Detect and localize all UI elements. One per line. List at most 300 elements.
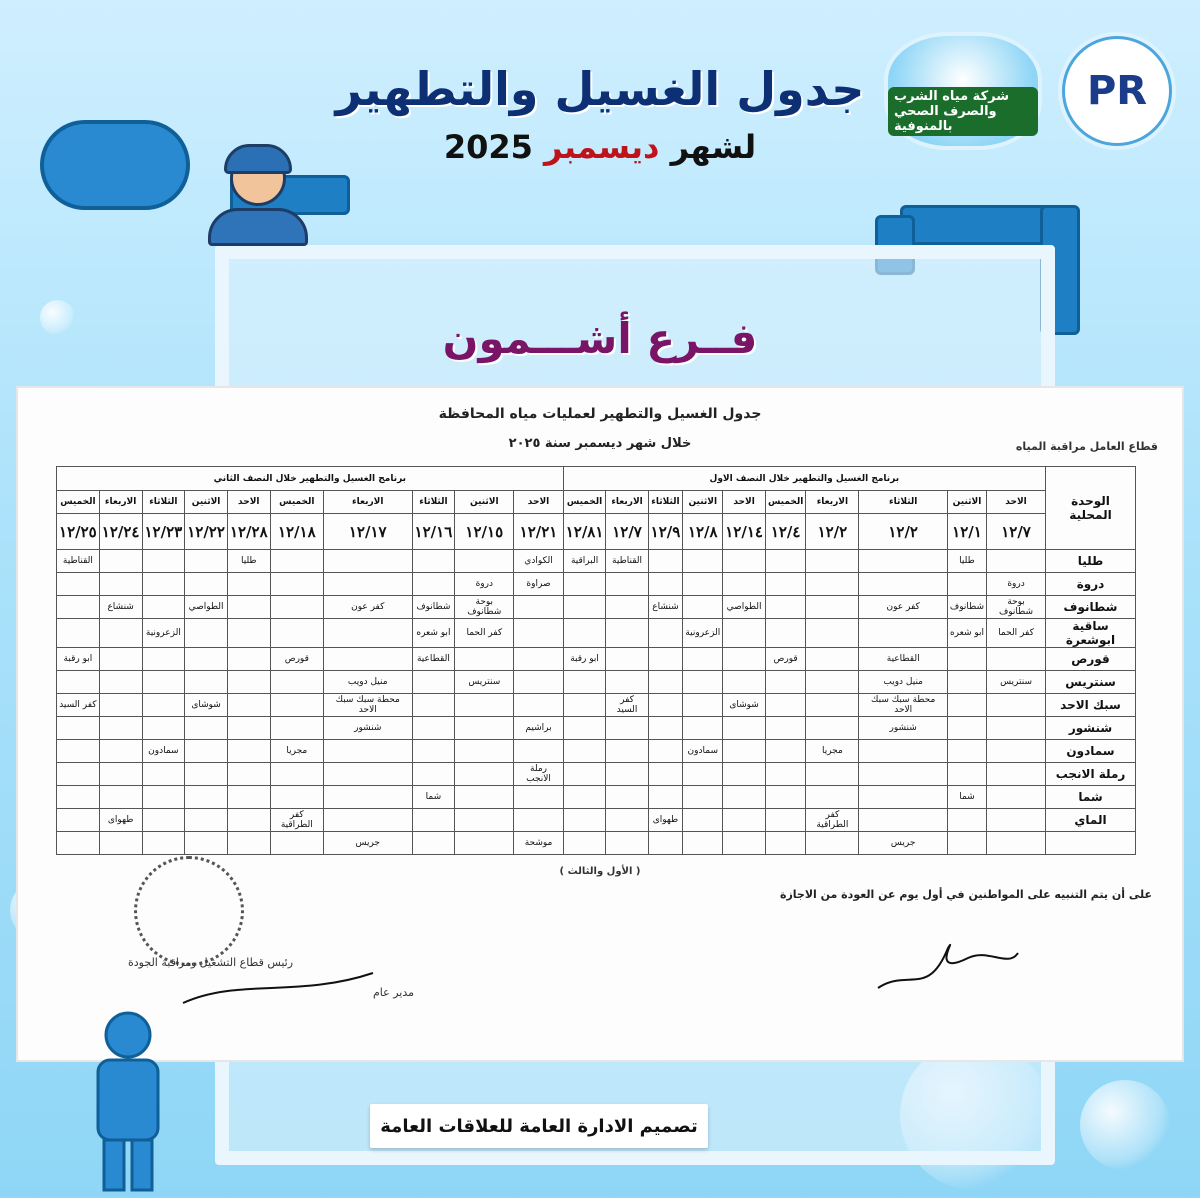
table-row xyxy=(57,717,1136,740)
schedule-cell xyxy=(765,573,805,596)
water-company-logo-text: شركة مياه الشرب والصرف الصحي بالمنوفية xyxy=(888,87,1038,136)
schedule-table xyxy=(56,466,1136,855)
schedule-cell xyxy=(859,573,947,596)
schedule-cell xyxy=(806,832,859,855)
schedule-cell xyxy=(765,550,805,573)
schedule-cell xyxy=(723,671,766,694)
schedule-cell: طهواى xyxy=(99,809,142,832)
schedule-cell xyxy=(185,740,228,763)
date-cell: ١٢/٢١ xyxy=(514,514,563,550)
schedule-cell xyxy=(765,596,805,619)
day-header: الخميس xyxy=(57,491,100,514)
unit-cell: شنشور xyxy=(1046,717,1136,740)
schedule-cell xyxy=(806,619,859,648)
schedule-cell xyxy=(185,619,228,648)
day-header: الاربعاء xyxy=(806,491,859,514)
schedule-cell: البراقية xyxy=(563,550,606,573)
table-row xyxy=(57,648,1136,671)
schedule-cell xyxy=(227,671,270,694)
date-cell: ١٢/٧ xyxy=(606,514,648,550)
schedule-cell xyxy=(606,619,648,648)
table-row xyxy=(57,694,1136,717)
schedule-cell xyxy=(323,786,412,809)
schedule-cell xyxy=(412,763,455,786)
schedule-cell xyxy=(859,786,947,809)
page-subtitle xyxy=(0,128,1200,166)
schedule-cell xyxy=(765,717,805,740)
schedule-cell xyxy=(57,619,100,648)
schedule-cell xyxy=(683,694,723,717)
table-row xyxy=(57,550,1136,573)
schedule-cell xyxy=(142,717,185,740)
schedule-cell: ابو رقبة xyxy=(57,648,100,671)
schedule-cell xyxy=(455,717,514,740)
schedule-cell xyxy=(412,809,455,832)
schedule-cell xyxy=(987,809,1046,832)
schedule-cell xyxy=(683,573,723,596)
table-row xyxy=(57,832,1136,855)
schedule-cell: كفر الحما xyxy=(987,619,1046,648)
schedule-cell: منيل دويب xyxy=(323,671,412,694)
schedule-cell: صراوة xyxy=(514,573,563,596)
schedule-cell xyxy=(57,740,100,763)
table-row xyxy=(57,619,1136,648)
schedule-cell xyxy=(270,596,323,619)
schedule-cell xyxy=(270,550,323,573)
schedule-cell xyxy=(683,648,723,671)
day-header: الاربعاء xyxy=(606,491,648,514)
schedule-cell xyxy=(806,550,859,573)
day-header: الخميس xyxy=(765,491,805,514)
schedule-cell xyxy=(765,763,805,786)
schedule-cell: طليا xyxy=(227,550,270,573)
schedule-cell xyxy=(227,694,270,717)
schedule-cell xyxy=(806,786,859,809)
schedule-cell xyxy=(859,550,947,573)
day-header: الاثنين xyxy=(947,491,986,514)
schedule-cell xyxy=(648,786,683,809)
schedule-cell xyxy=(270,717,323,740)
schedule-cell: جريس xyxy=(323,832,412,855)
schedule-cell xyxy=(227,596,270,619)
schedule-cell xyxy=(455,550,514,573)
schedule-cell xyxy=(99,786,142,809)
schedule-cell xyxy=(57,809,100,832)
table-row xyxy=(57,809,1136,832)
schedule-cell xyxy=(723,809,766,832)
half1-header: برنامج الغسيل والتطهير خلال النصف الاول xyxy=(563,467,1045,491)
schedule-cell xyxy=(142,832,185,855)
day-header: الثلاثاء xyxy=(142,491,185,514)
schedule-cell xyxy=(683,809,723,832)
schedule-cell xyxy=(227,648,270,671)
schedule-cell xyxy=(648,717,683,740)
document-note: قطاع العامل مراقبة المياه xyxy=(1015,440,1158,453)
schedule-cell: سمادون xyxy=(142,740,185,763)
schedule-cell: الطواصي xyxy=(723,596,766,619)
schedule-cell: محطة سبك سبك الاحد xyxy=(323,694,412,717)
schedule-cell: شنشاع xyxy=(99,596,142,619)
schedule-cell xyxy=(947,694,986,717)
schedule-cell xyxy=(563,832,606,855)
schedule-cell xyxy=(648,619,683,648)
schedule-cell: الطواصي xyxy=(185,596,228,619)
schedule-cell xyxy=(859,809,947,832)
schedule-cell: شطانوف xyxy=(947,596,986,619)
schedule-cell: دروة xyxy=(987,573,1046,596)
table-row xyxy=(57,596,1136,619)
official-stamp xyxy=(134,856,244,966)
handwritten-signature-right xyxy=(868,928,1028,1008)
day-header: الاحد xyxy=(227,491,270,514)
schedule-cell: كفر عون xyxy=(323,596,412,619)
schedule-cell xyxy=(142,694,185,717)
half2-header: برنامج الغسيل والتطهير خلال النصف الثاني xyxy=(57,467,564,491)
schedule-cell: شنشور xyxy=(859,717,947,740)
date-row xyxy=(57,514,1136,550)
schedule-cell: شطانوف xyxy=(412,596,455,619)
schedule-cell: موشحة xyxy=(514,832,563,855)
schedule-cell: القطاعية xyxy=(859,648,947,671)
schedule-cell xyxy=(765,832,805,855)
schedule-cell xyxy=(947,740,986,763)
unit-cell: سبك الاحد xyxy=(1046,694,1136,717)
schedule-cell: شما xyxy=(412,786,455,809)
day-header: الخميس xyxy=(563,491,606,514)
schedule-cell xyxy=(606,809,648,832)
schedule-cell xyxy=(723,573,766,596)
date-cell: ١٢/٢٨ xyxy=(227,514,270,550)
schedule-cell xyxy=(514,671,563,694)
schedule-cell xyxy=(185,671,228,694)
bubble xyxy=(1080,1080,1170,1170)
schedule-cell: رملة الانجب xyxy=(514,763,563,786)
schedule-cell xyxy=(412,550,455,573)
schedule-cell xyxy=(323,648,412,671)
schedule-cell xyxy=(412,832,455,855)
unit-cell xyxy=(1046,832,1136,855)
schedule-cell xyxy=(99,740,142,763)
date-cell: ١٢/٢ xyxy=(859,514,947,550)
schedule-cell xyxy=(563,619,606,648)
schedule-cell xyxy=(142,596,185,619)
schedule-cell xyxy=(606,786,648,809)
unit-cell: شطانوف xyxy=(1046,596,1136,619)
schedule-cell xyxy=(723,619,766,648)
schedule-cell xyxy=(455,648,514,671)
schedule-cell: كفر الحما xyxy=(455,619,514,648)
schedule-cell xyxy=(142,809,185,832)
day-header: الاحد xyxy=(987,491,1046,514)
schedule-cell xyxy=(57,832,100,855)
schedule-cell: سنتريس xyxy=(987,671,1046,694)
schedule-cell xyxy=(683,786,723,809)
subtitle-prefix: لشهر xyxy=(670,128,757,166)
schedule-cell: سمادون xyxy=(683,740,723,763)
schedule-cell: بوحة شطانوف xyxy=(455,596,514,619)
schedule-cell xyxy=(987,740,1046,763)
schedule-cell xyxy=(323,550,412,573)
unit-cell: الماي xyxy=(1046,809,1136,832)
schedule-cell xyxy=(648,694,683,717)
page-title: جدول الغسيل والتطهير xyxy=(335,62,865,116)
schedule-cell xyxy=(683,596,723,619)
schedule-cell xyxy=(987,717,1046,740)
schedule-cell xyxy=(57,573,100,596)
schedule-cell xyxy=(412,694,455,717)
schedule-cell xyxy=(57,717,100,740)
schedule-cell: القناطية xyxy=(57,550,100,573)
schedule-cell xyxy=(514,648,563,671)
schedule-cell xyxy=(57,786,100,809)
date-cell: ١٢/٢٢ xyxy=(185,514,228,550)
schedule-cell xyxy=(455,740,514,763)
footnote-2: على أن يتم التنبيه على المواطنين في أول يوم عن العودة من الاجازة xyxy=(779,888,1152,901)
schedule-cell xyxy=(57,763,100,786)
schedule-cell xyxy=(412,717,455,740)
date-cell: ١٢/١٤ xyxy=(723,514,766,550)
day-header: الاثنين xyxy=(455,491,514,514)
schedule-cell: القطاعية xyxy=(412,648,455,671)
schedule-cell xyxy=(455,694,514,717)
date-cell: ١٢/١ xyxy=(947,514,986,550)
schedule-cell xyxy=(563,786,606,809)
date-cell: ١٢/٨١ xyxy=(563,514,606,550)
schedule-cell xyxy=(606,596,648,619)
schedule-cell xyxy=(514,786,563,809)
schedule-cell: ابو رقبة xyxy=(563,648,606,671)
schedule-cell xyxy=(323,763,412,786)
signature-2-label: مدير عام xyxy=(373,986,415,999)
schedule-cell xyxy=(987,694,1046,717)
schedule-cell xyxy=(323,740,412,763)
day-header: الخميس xyxy=(270,491,323,514)
schedule-cell xyxy=(563,763,606,786)
day-header: الثلاثاء xyxy=(859,491,947,514)
schedule-cell xyxy=(455,809,514,832)
unit-cell: رملة الانجب xyxy=(1046,763,1136,786)
schedule-cell: شوشاى xyxy=(723,694,766,717)
schedule-cell xyxy=(723,550,766,573)
schedule-cell xyxy=(648,573,683,596)
design-credit: تصميم الادارة العامة للعلاقات العامة xyxy=(370,1104,708,1148)
schedule-cell xyxy=(455,786,514,809)
schedule-cell xyxy=(514,619,563,648)
schedule-cell xyxy=(142,573,185,596)
date-cell: ١٢/١٥ xyxy=(455,514,514,550)
schedule-cell xyxy=(412,573,455,596)
schedule-cell xyxy=(723,648,766,671)
unit-cell: سنتريس xyxy=(1046,671,1136,694)
worker-figure-icon xyxy=(78,995,178,1195)
date-cell: ١٢/٤ xyxy=(765,514,805,550)
schedule-cell xyxy=(142,648,185,671)
schedule-cell xyxy=(987,832,1046,855)
schedule-cell xyxy=(185,809,228,832)
day-header: الاثنين xyxy=(683,491,723,514)
day-header: الثلاثاء xyxy=(648,491,683,514)
schedule-cell: شنشاع xyxy=(648,596,683,619)
schedule-cell: كفر الطراقية xyxy=(806,809,859,832)
schedule-cell xyxy=(723,832,766,855)
schedule-cell xyxy=(514,694,563,717)
schedule-cell xyxy=(806,671,859,694)
schedule-cell xyxy=(270,619,323,648)
footnote-1: ( الأول والثالث ) xyxy=(559,866,641,877)
day-row xyxy=(57,491,1136,514)
schedule-cell xyxy=(859,740,947,763)
schedule-cell xyxy=(227,832,270,855)
unit-header: الوحدة المحلية xyxy=(1046,467,1136,550)
schedule-cell xyxy=(947,809,986,832)
schedule-cell xyxy=(806,717,859,740)
schedule-cell xyxy=(514,809,563,832)
unit-cell: طليا xyxy=(1046,550,1136,573)
schedule-cell xyxy=(683,763,723,786)
schedule-cell: بوحة شطانوف xyxy=(987,596,1046,619)
schedule-cell xyxy=(563,809,606,832)
date-cell: ١٢/٢٤ xyxy=(99,514,142,550)
schedule-cell xyxy=(99,573,142,596)
schedule-cell xyxy=(185,550,228,573)
schedule-cell xyxy=(806,763,859,786)
unit-cell: دروة xyxy=(1046,573,1136,596)
schedule-cell xyxy=(987,763,1046,786)
schedule-cell xyxy=(683,832,723,855)
schedule-cell xyxy=(947,648,986,671)
schedule-cell: شنشور xyxy=(323,717,412,740)
schedule-body xyxy=(57,550,1136,855)
schedule-cell: جريس xyxy=(859,832,947,855)
schedule-cell xyxy=(99,832,142,855)
schedule-cell xyxy=(185,786,228,809)
schedule-cell xyxy=(99,619,142,648)
date-cell: ١٢/١٦ xyxy=(412,514,455,550)
scanned-schedule-document xyxy=(18,388,1182,1060)
schedule-cell xyxy=(323,809,412,832)
schedule-cell xyxy=(227,786,270,809)
schedule-cell xyxy=(455,832,514,855)
schedule-cell xyxy=(227,809,270,832)
schedule-cell xyxy=(987,550,1046,573)
schedule-cell xyxy=(648,648,683,671)
schedule-cell xyxy=(765,809,805,832)
schedule-cell xyxy=(142,763,185,786)
schedule-cell xyxy=(606,740,648,763)
subtitle-month: ديسمبر xyxy=(544,128,660,166)
schedule-cell: الكوادي xyxy=(514,550,563,573)
schedule-cell xyxy=(563,671,606,694)
schedule-cell xyxy=(723,717,766,740)
schedule-cell xyxy=(947,717,986,740)
unit-cell: قورص xyxy=(1046,648,1136,671)
date-cell: ١٢/٧ xyxy=(987,514,1046,550)
schedule-cell xyxy=(455,763,514,786)
schedule-cell: كفر السيد xyxy=(606,694,648,717)
schedule-cell xyxy=(563,740,606,763)
schedule-cell xyxy=(723,763,766,786)
schedule-cell xyxy=(683,717,723,740)
date-cell: ١٢/٢٥ xyxy=(57,514,100,550)
schedule-cell: مجريا xyxy=(806,740,859,763)
schedule-cell: مجريا xyxy=(270,740,323,763)
date-cell: ١٢/٢ xyxy=(806,514,859,550)
schedule-cell xyxy=(514,740,563,763)
schedule-cell: كفر الطراقية xyxy=(270,809,323,832)
day-header: الاربعاء xyxy=(99,491,142,514)
schedule-cell xyxy=(648,763,683,786)
schedule-cell xyxy=(987,648,1046,671)
schedule-cell xyxy=(563,596,606,619)
schedule-cell xyxy=(323,573,412,596)
subtitle-year: 2025 xyxy=(443,128,533,166)
schedule-cell xyxy=(99,694,142,717)
schedule-cell: ابو شعره xyxy=(947,619,986,648)
schedule-cell xyxy=(765,740,805,763)
schedule-cell xyxy=(57,671,100,694)
schedule-cell xyxy=(947,763,986,786)
schedule-cell xyxy=(765,786,805,809)
schedule-cell: طليا xyxy=(947,550,986,573)
schedule-cell xyxy=(270,832,323,855)
signature-1-label: رئيس قطاع التشغيل ومراقبة الجودة xyxy=(128,956,294,969)
day-header: الثلاثاء xyxy=(412,491,455,514)
schedule-cell xyxy=(765,619,805,648)
date-cell: ١٢/٢٣ xyxy=(142,514,185,550)
date-cell: ١٢/٨ xyxy=(683,514,723,550)
schedule-cell: سنتريس xyxy=(455,671,514,694)
schedule-cell xyxy=(270,694,323,717)
schedule-cell: قورص xyxy=(765,648,805,671)
schedule-cell xyxy=(270,573,323,596)
schedule-cell xyxy=(648,671,683,694)
day-header: الاحد xyxy=(514,491,563,514)
schedule-cell xyxy=(606,717,648,740)
schedule-cell xyxy=(806,648,859,671)
schedule-cell: كفر عون xyxy=(859,596,947,619)
schedule-cell xyxy=(227,619,270,648)
schedule-cell xyxy=(99,550,142,573)
schedule-cell xyxy=(606,648,648,671)
schedule-cell xyxy=(765,671,805,694)
date-cell: ١٢/٩ xyxy=(648,514,683,550)
schedule-cell xyxy=(142,786,185,809)
schedule-cell xyxy=(947,573,986,596)
schedule-cell xyxy=(99,717,142,740)
schedule-cell: ابو شعره xyxy=(412,619,455,648)
table-row xyxy=(57,763,1136,786)
schedule-cell xyxy=(270,763,323,786)
schedule-cell xyxy=(142,550,185,573)
schedule-cell xyxy=(270,671,323,694)
table-row xyxy=(57,740,1136,763)
schedule-cell xyxy=(270,786,323,809)
schedule-cell xyxy=(987,786,1046,809)
document-heading: جدول الغسيل والتطهير لعمليات مياه المحافظة xyxy=(438,406,762,422)
table-row xyxy=(57,573,1136,596)
schedule-cell xyxy=(606,832,648,855)
schedule-cell: القناطية xyxy=(606,550,648,573)
day-header: الاثنين xyxy=(185,491,228,514)
schedule-cell: محطة سبك سبك الاحد xyxy=(859,694,947,717)
unit-cell: شما xyxy=(1046,786,1136,809)
schedule-cell: دروة xyxy=(455,573,514,596)
schedule-cell xyxy=(723,740,766,763)
schedule-cell xyxy=(514,596,563,619)
schedule-cell: طهواى xyxy=(648,809,683,832)
schedule-cell xyxy=(723,786,766,809)
document-subheading: خلال شهر ديسمبر سنة ٢٠٢٥ xyxy=(508,436,692,451)
